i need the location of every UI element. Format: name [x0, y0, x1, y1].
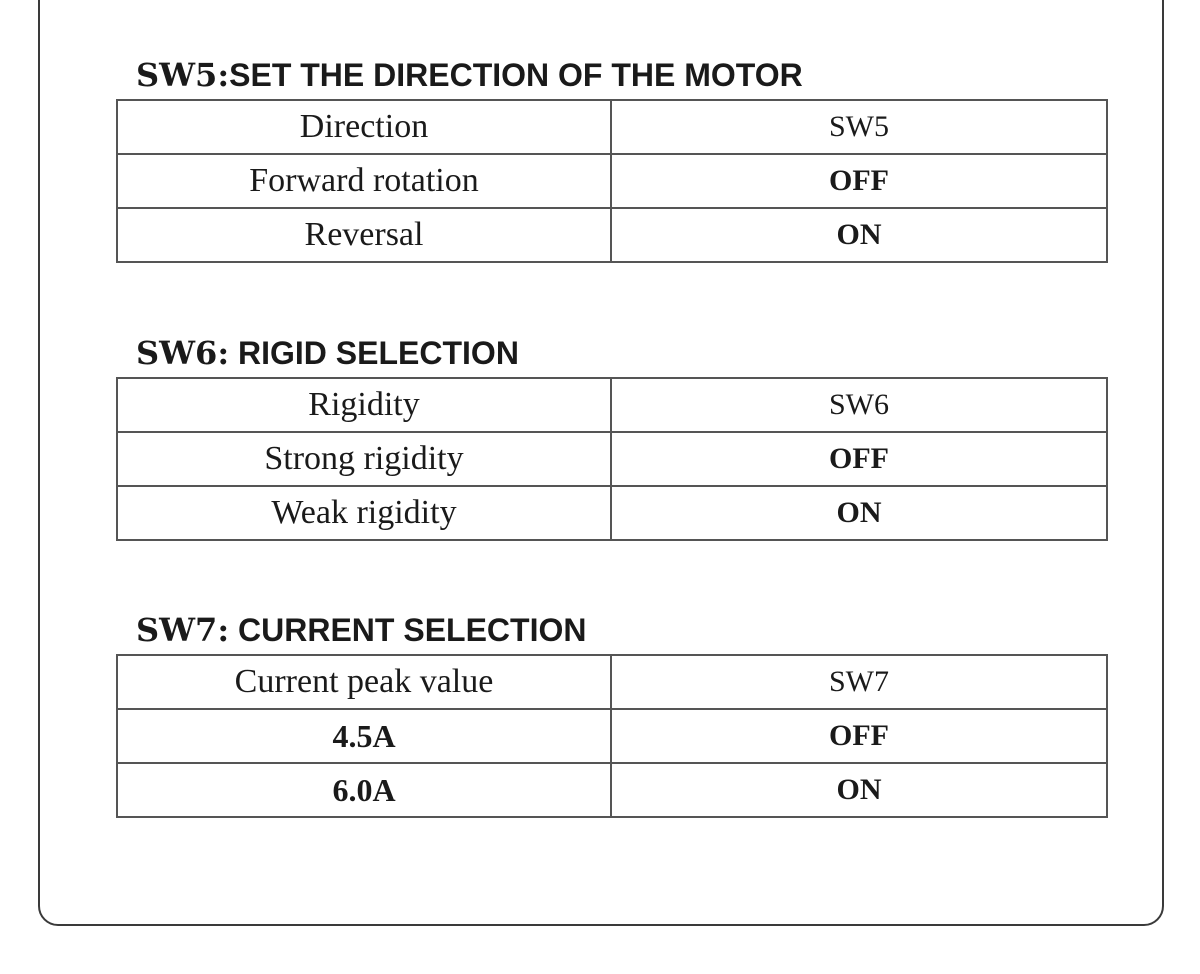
sw6-section [116, 333, 1104, 541]
table-cell: OFF [611, 432, 1107, 486]
table-cell: 6.0A [117, 763, 611, 817]
header-cell: Rigidity [117, 378, 611, 432]
table-cell: Reversal [117, 208, 611, 262]
sw7-section [116, 610, 1104, 818]
table-row [117, 208, 1107, 262]
table-cell: OFF [611, 709, 1107, 763]
table-row [117, 154, 1107, 208]
table-row [117, 763, 1107, 817]
header-cell: Current peak value [117, 655, 611, 709]
table-header-row [117, 655, 1107, 709]
table-header-row [117, 378, 1107, 432]
header-cell: SW5 [611, 100, 1107, 154]
table-cell: ON [611, 763, 1107, 817]
section-heading: SW6: RIGID SELECTION [136, 334, 519, 372]
header-cell: Direction [117, 100, 611, 154]
table-cell: ON [611, 208, 1107, 262]
table-cell: 4.5A [117, 709, 611, 763]
header-cell: SW6 [611, 378, 1107, 432]
sw7-table [116, 654, 1108, 818]
table-header-row [117, 100, 1107, 154]
table-cell: OFF [611, 154, 1107, 208]
table-row [117, 709, 1107, 763]
table-cell: Forward rotation [117, 154, 611, 208]
sw5-section [116, 55, 1104, 263]
table-cell: Strong rigidity [117, 432, 611, 486]
header-cell: SW7 [611, 655, 1107, 709]
sw6-table [116, 377, 1108, 541]
section-heading: SW7: CURRENT SELECTION [136, 611, 587, 649]
table-row [117, 486, 1107, 540]
section-heading: SW5:SET THE DIRECTION OF THE MOTOR [136, 56, 803, 94]
table-cell: Weak rigidity [117, 486, 611, 540]
table-cell: ON [611, 486, 1107, 540]
table-row [117, 432, 1107, 486]
sw5-table [116, 99, 1108, 263]
